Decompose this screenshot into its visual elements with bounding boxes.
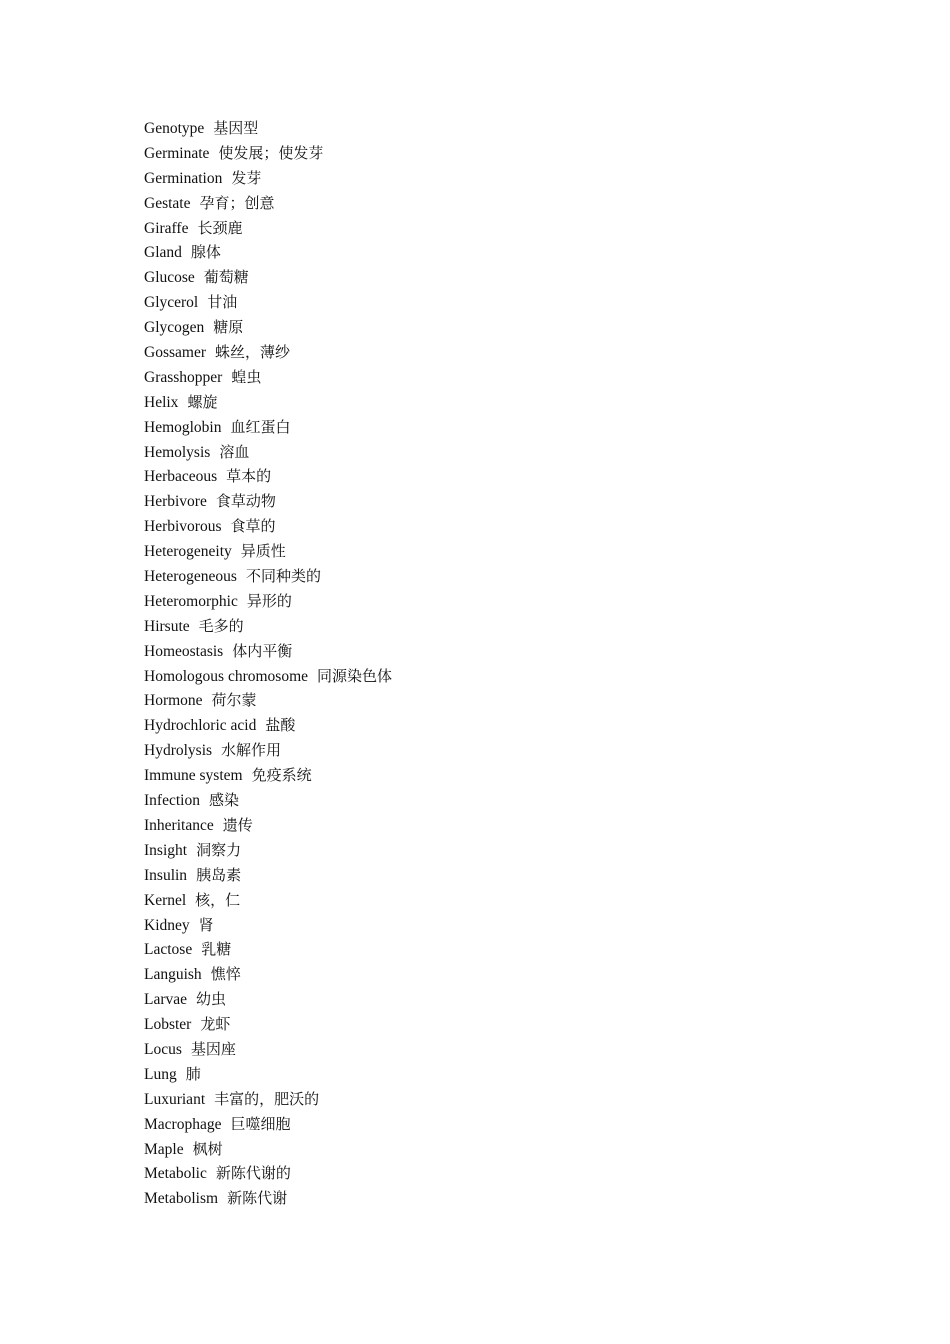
entry-term: Heterogeneity bbox=[144, 543, 232, 561]
entry-translation: 甘油 bbox=[207, 293, 238, 312]
entry-translation: 感染 bbox=[208, 791, 239, 810]
glossary-entry bbox=[144, 1012, 392, 1037]
glossary-entry bbox=[144, 564, 392, 589]
entry-term: Genotype bbox=[144, 120, 205, 137]
glossary-entry bbox=[144, 191, 392, 216]
entry-term: Insight bbox=[144, 841, 188, 859]
glossary-entry bbox=[144, 1161, 392, 1186]
entry-translation: 发芽 bbox=[231, 168, 262, 187]
entry-term: Locus bbox=[144, 1040, 182, 1058]
glossary-entry bbox=[144, 1037, 392, 1062]
glossary-entry bbox=[144, 1186, 392, 1211]
entry-translation: 新陈代谢的 bbox=[215, 1164, 291, 1183]
glossary-entry bbox=[144, 1112, 392, 1137]
glossary-entry bbox=[144, 987, 392, 1012]
glossary-entry bbox=[144, 290, 392, 315]
entry-translation: 蝗虫 bbox=[231, 367, 262, 386]
entry-term: Gland bbox=[144, 244, 182, 262]
entry-term: Grasshopper bbox=[144, 368, 223, 386]
entry-translation: 肾 bbox=[198, 915, 214, 934]
glossary-entry bbox=[144, 340, 392, 365]
entry-term: Hydrolysis bbox=[144, 742, 213, 760]
entry-term: Inheritance bbox=[144, 816, 214, 834]
glossary-list bbox=[144, 116, 392, 1211]
entry-translation: 食草的 bbox=[230, 517, 276, 536]
entry-term: Infection bbox=[144, 792, 200, 810]
entry-translation: 肺 bbox=[185, 1064, 201, 1083]
entry-term: Hemolysis bbox=[144, 443, 211, 461]
glossary-entry bbox=[144, 415, 392, 440]
entry-term: Hirsute bbox=[144, 617, 190, 635]
entry-term: Glycogen bbox=[144, 319, 205, 337]
entry-term: Heteromorphic bbox=[144, 592, 238, 610]
glossary-entry bbox=[144, 813, 392, 838]
entry-translation: 洞察力 bbox=[196, 840, 242, 859]
entry-term: Languish bbox=[144, 966, 202, 984]
entry-term: Insulin bbox=[144, 866, 188, 884]
glossary-entry bbox=[144, 116, 392, 141]
entry-term: Gestate bbox=[144, 194, 191, 212]
glossary-entry bbox=[144, 863, 392, 888]
glossary-entry bbox=[144, 539, 392, 564]
entry-translation: 胰岛素 bbox=[196, 865, 242, 884]
entry-translation: 盐酸 bbox=[265, 716, 296, 735]
glossary-entry bbox=[144, 788, 392, 813]
entry-translation: 腺体 bbox=[190, 243, 221, 262]
entry-term: Hemoglobin bbox=[144, 418, 222, 436]
glossary-entry bbox=[144, 265, 392, 290]
entry-term: Glycerol bbox=[144, 294, 199, 312]
entry-translation: 免疫系统 bbox=[251, 766, 312, 785]
glossary-entry bbox=[144, 365, 392, 390]
entry-term: Herbivore bbox=[144, 493, 207, 511]
entry-translation: 异形的 bbox=[246, 591, 292, 610]
glossary-entry bbox=[144, 614, 392, 639]
entry-translation: 乳糖 bbox=[201, 940, 232, 959]
glossary-entry bbox=[144, 763, 392, 788]
entry-term: Herbaceous bbox=[144, 468, 218, 486]
entry-term: Gossamer bbox=[144, 344, 206, 362]
glossary-entry bbox=[144, 1087, 392, 1112]
entry-translation: 蛛丝，薄纱 bbox=[215, 343, 291, 362]
glossary-entry bbox=[144, 664, 392, 689]
glossary-entry bbox=[144, 962, 392, 987]
entry-translation: 水解作用 bbox=[221, 741, 282, 760]
entry-term: Heterogeneous bbox=[144, 568, 237, 586]
entry-term: Herbivorous bbox=[144, 518, 222, 536]
entry-translation: 荷尔蒙 bbox=[211, 691, 257, 710]
entry-translation: 孕育；创意 bbox=[199, 193, 275, 212]
entry-translation: 幼虫 bbox=[196, 990, 227, 1009]
entry-term: Homologous chromosome bbox=[144, 667, 309, 685]
entry-term: Immune system bbox=[144, 767, 243, 785]
entry-translation: 同源染色体 bbox=[317, 666, 393, 685]
entry-term: Helix bbox=[144, 393, 179, 411]
entry-translation: 新陈代谢 bbox=[227, 1189, 288, 1208]
entry-translation: 异质性 bbox=[240, 542, 286, 561]
entry-translation: 巨噬细胞 bbox=[230, 1114, 291, 1133]
entry-translation: 枫树 bbox=[192, 1139, 223, 1158]
entry-term: Kidney bbox=[144, 916, 190, 934]
entry-translation: 血红蛋白 bbox=[230, 417, 291, 436]
glossary-entry bbox=[144, 315, 392, 340]
glossary-entry bbox=[144, 141, 392, 166]
entry-translation: 长颈鹿 bbox=[197, 218, 243, 237]
entry-term: Hormone bbox=[144, 692, 203, 710]
entry-translation: 不同种类的 bbox=[245, 567, 321, 586]
entry-translation: 食草动物 bbox=[215, 492, 276, 511]
entry-term: Metabolic bbox=[144, 1165, 207, 1183]
glossary-entry bbox=[144, 913, 392, 938]
entry-translation: 龙虾 bbox=[200, 1015, 231, 1034]
entry-translation: 基因座 bbox=[190, 1039, 236, 1058]
glossary-entry bbox=[144, 489, 392, 514]
entry-term: Lobster bbox=[144, 1016, 192, 1034]
glossary-entry bbox=[144, 440, 392, 465]
entry-translation: 体内平衡 bbox=[232, 641, 293, 660]
entry-term: Maple bbox=[144, 1140, 184, 1158]
entry-term: Hydrochloric acid bbox=[144, 717, 257, 735]
glossary-entry bbox=[144, 166, 392, 191]
glossary-entry bbox=[144, 240, 392, 265]
glossary-entry bbox=[144, 1137, 392, 1162]
glossary-entry bbox=[144, 514, 392, 539]
glossary-entry bbox=[144, 888, 392, 913]
entry-term: Germination bbox=[144, 169, 223, 187]
glossary-entry bbox=[144, 464, 392, 489]
entry-translation: 毛多的 bbox=[198, 616, 244, 635]
entry-translation: 螺旋 bbox=[187, 392, 218, 411]
entry-term: Macrophage bbox=[144, 1115, 222, 1133]
entry-term: Luxuriant bbox=[144, 1090, 206, 1108]
glossary-entry bbox=[144, 1062, 392, 1087]
entry-term: Germinate bbox=[144, 144, 210, 162]
glossary-entry bbox=[144, 937, 392, 962]
glossary-entry bbox=[144, 390, 392, 415]
glossary-entry bbox=[144, 589, 392, 614]
entry-term: Kernel bbox=[144, 891, 187, 909]
entry-translation: 草本的 bbox=[226, 467, 272, 486]
entry-term: Glucose bbox=[144, 269, 195, 287]
entry-translation: 溶血 bbox=[219, 442, 250, 461]
entry-translation: 使发展；使发芽 bbox=[218, 143, 324, 162]
entry-translation: 糖原 bbox=[213, 318, 244, 337]
entry-translation: 遗传 bbox=[222, 815, 253, 834]
entry-term: Giraffe bbox=[144, 219, 189, 237]
glossary-entry bbox=[144, 838, 392, 863]
entry-term: Larvae bbox=[144, 991, 188, 1009]
glossary-entry bbox=[144, 639, 392, 664]
entry-term: Homeostasis bbox=[144, 642, 224, 660]
glossary-entry bbox=[144, 738, 392, 763]
entry-translation: 憔悴 bbox=[210, 965, 241, 984]
glossary-entry bbox=[144, 713, 392, 738]
entry-translation: 葡萄糖 bbox=[203, 268, 249, 287]
entry-term: Metabolism bbox=[144, 1190, 219, 1208]
entry-translation: 核，仁 bbox=[195, 890, 241, 909]
entry-translation: 基因型 bbox=[213, 119, 259, 137]
entry-term: Lactose bbox=[144, 941, 193, 959]
entry-translation: 丰富的，肥沃的 bbox=[214, 1089, 320, 1108]
glossary-entry bbox=[144, 216, 392, 241]
entry-term: Lung bbox=[144, 1065, 177, 1083]
glossary-entry bbox=[144, 688, 392, 713]
